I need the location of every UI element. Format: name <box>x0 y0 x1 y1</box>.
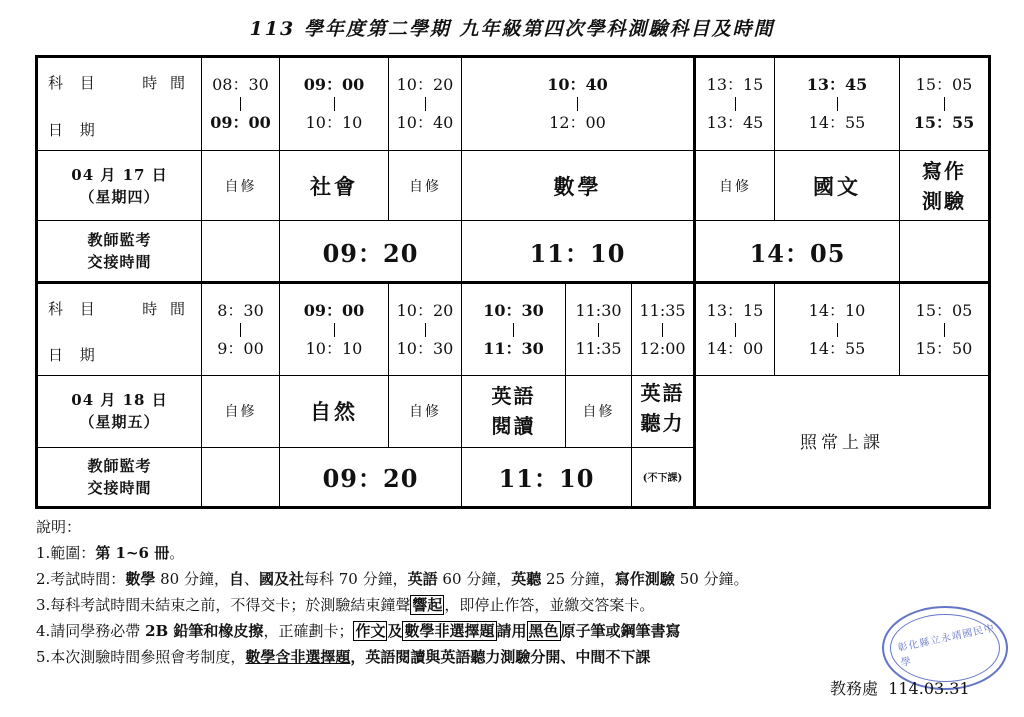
time-slot: 15：05 15：50 <box>900 283 990 375</box>
self-study: 自修 <box>566 375 632 447</box>
no-break-note: (不下課) <box>632 447 695 507</box>
handover-label: 教師監考 交接時間 <box>37 447 202 507</box>
self-study: 自修 <box>695 151 775 221</box>
header-date: 日 期 <box>48 345 101 364</box>
subject-english-reading: 英語 閱讀 <box>462 375 566 447</box>
day1-handover-row <box>37 221 990 283</box>
time-slot: 09：00 10：10 <box>280 57 389 151</box>
header-subject: 科 目 <box>48 300 101 319</box>
note-3: 3.每科考試時間未結束之前，不得交卡；於測驗結束鐘聲 響起 ，即停止作答，並繳交答案卡。 <box>36 596 655 614</box>
day1-time-row <box>37 57 990 151</box>
subject-writing: 寫作 測驗 <box>900 151 990 221</box>
empty-cell <box>202 221 280 283</box>
subject-chinese: 國文 <box>775 151 900 221</box>
header-subject: 科 目 <box>48 74 101 92</box>
header-cell <box>38 284 201 374</box>
time-slot: 08：30 09：00 <box>202 57 280 151</box>
notes-heading: 說明： <box>36 518 82 536</box>
note-4: 4.請同學務必帶 2B 鉛筆和橡皮擦，正確劃卡； 作文 及 數學非選擇題 請用 黑色 原子筆或鋼筆書寫 <box>36 622 681 640</box>
handover-time: 11：10 <box>462 447 632 507</box>
time-slot: 15：05 15：55 <box>900 57 990 151</box>
subject-science: 自然 <box>280 375 389 447</box>
seal-text: 彰化縣立永靖國民中學 <box>896 622 997 669</box>
day2-subject-row <box>37 375 990 447</box>
time-slot: 13：15 13：45 <box>695 57 775 151</box>
signature: 教務處 114.03.31 <box>830 679 970 698</box>
notes <box>36 514 986 670</box>
subject-math: 數學 <box>462 151 695 221</box>
day1-date: 04 月 17 日 （星期四） <box>37 151 202 221</box>
handover-time: 09：20 <box>280 221 462 283</box>
time-slot: 10：40 12：00 <box>462 57 695 151</box>
time-slot: 10：20 10：40 <box>389 57 462 151</box>
self-study: 自修 <box>389 151 462 221</box>
handover-label: 教師監考 交接時間 <box>37 221 202 283</box>
self-study: 自修 <box>202 375 280 447</box>
header-date: 日 期 <box>48 121 101 140</box>
header-time: 時 間 <box>142 74 189 92</box>
time-slot: 10：20 10：30 <box>389 283 462 375</box>
time-slot: 11:35 12:00 <box>632 283 695 375</box>
subject-social: 社會 <box>280 151 389 221</box>
time-slot: 09：00 10：10 <box>280 283 389 375</box>
self-study: 自修 <box>202 151 280 221</box>
header-time: 時 間 <box>142 300 189 319</box>
note-1: 1.範圍：第 1~6 冊。 <box>36 544 185 562</box>
handover-time: 09：20 <box>280 447 462 507</box>
day1-subject-row <box>37 151 990 221</box>
time-slot: 13：15 14：00 <box>695 283 775 375</box>
note-5: 5.本次測驗時間參照會考制度，數學含非選擇題，英語閱讀與英語聽力測驗分開、中間不下課 <box>36 648 651 666</box>
self-study: 自修 <box>389 375 462 447</box>
day2-time-row <box>37 283 990 375</box>
subject-english-listening: 英語 聽力 <box>632 375 695 447</box>
time-slot: 14：10 14：55 <box>775 283 900 375</box>
handover-time: 11：10 <box>462 221 695 283</box>
schedule-table <box>35 55 991 509</box>
page-title: 113 學年度第二學期 九年級第四次學科測驗科目及時間 <box>249 18 775 40</box>
time-slot: 13：45 14：55 <box>775 57 900 151</box>
empty-cell <box>900 221 990 283</box>
normal-classes: 照常上課 <box>695 375 990 507</box>
note-2: 2.考試時間：數學 80 分鐘，自、國及社每科 70 分鐘，英語 60 分鐘，英聽 25 分鐘，寫作測驗 50 分鐘。 <box>36 570 749 588</box>
time-slot: 8：30 9：00 <box>202 283 280 375</box>
empty-cell <box>202 447 280 507</box>
header-cell <box>38 58 201 150</box>
time-slot: 11:30 11:35 <box>566 283 632 375</box>
handover-time: 14：05 <box>695 221 900 283</box>
time-slot: 10：30 11：30 <box>462 283 566 375</box>
day2-date: 04 月 18 日 （星期五） <box>37 375 202 447</box>
